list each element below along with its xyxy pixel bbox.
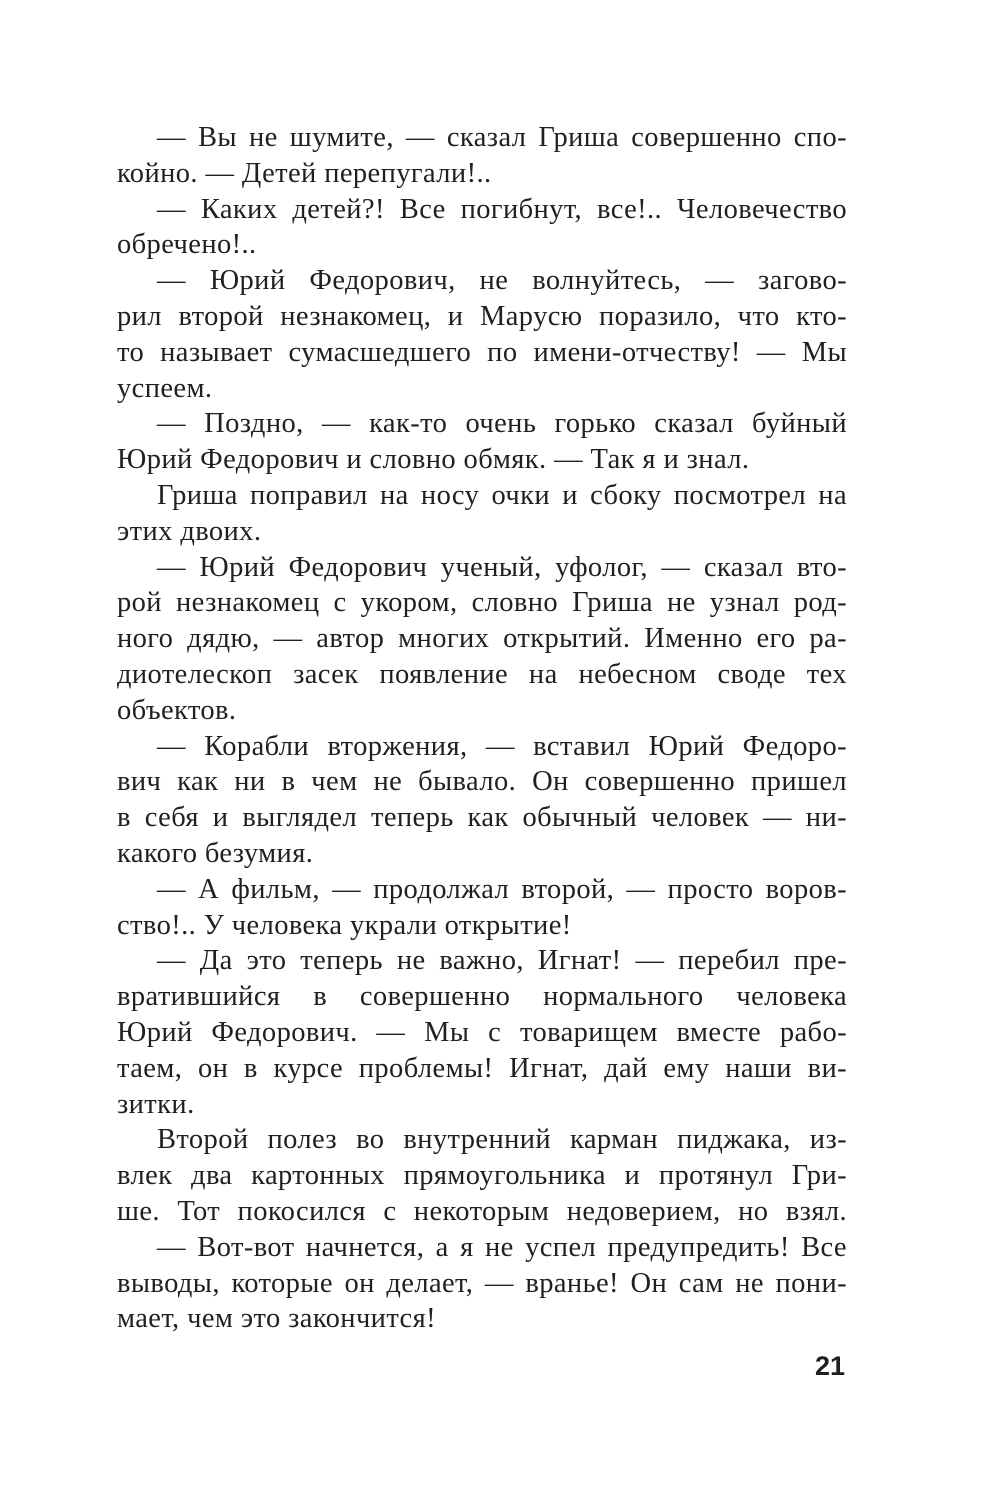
text-line: — Юрий Федорович, не волнуйтесь, — загово- — [157, 265, 847, 297]
text-line: успеем. — [117, 372, 213, 404]
text-line: рой незнакомец с укором, словно Гриша не узнал род- — [117, 587, 847, 619]
text-line: этих двоих. — [117, 515, 262, 547]
text-line: таем, он в курсе проблемы! Игнат, дай ему наши ви- — [117, 1052, 847, 1084]
text-line: Юрий Федорович и словно обмяк. — Так я и знал. — [117, 444, 750, 476]
text-line: — Юрий Федорович ученый, уфолог, — сказал вто- — [157, 551, 847, 583]
text-line: — А фильм, — продолжал второй, — просто воров- — [157, 873, 847, 905]
text-line: ство!.. У человека украли открытие! — [117, 909, 572, 941]
text-line: ше. Тот покосился с некоторым недоверием, но взял. — [117, 1195, 847, 1227]
text-line: рил второй незнакомец, и Марусю поразило, что кто- — [117, 300, 847, 332]
text-line: ного дядю, — автор многих открытий. Именно его ра- — [117, 623, 847, 655]
text-line: то называет сумасшедшего по имени-отчеству! — Мы — [117, 336, 847, 368]
text-line: обречено!.. — [117, 229, 257, 261]
text-line: какого безумия. — [117, 837, 314, 869]
text-line: вратившийся в совершенно нормального человека — [117, 981, 847, 1013]
text-line: — Поздно, — как-то очень горько сказал буйный — [157, 408, 847, 440]
body-text — [117, 120, 847, 1337]
text-line: — Да это теперь не важно, Игнат! — перебил пре- — [157, 945, 847, 977]
text-line: — Каких детей?! Все погибнут, все!.. Человечество — [157, 193, 847, 225]
text-line: койно. — Детей перепугали!.. — [117, 157, 492, 189]
text-line: мает, чем это закончится! — [117, 1303, 436, 1335]
page-number: 21 — [814, 1351, 845, 1381]
text-line: — Корабли вторжения, — вставил Юрий Федоро- — [157, 730, 847, 762]
text-line: в себя и выглядел теперь как обычный человек — ни- — [117, 802, 847, 834]
text-line: зитки. — [117, 1088, 195, 1120]
text-line: диотелескоп засек появление на небесном своде тех — [117, 658, 847, 690]
text-line: — Вот-вот начнется, а я не успел предупредить! Все — [157, 1231, 847, 1263]
text-line: вич как ни в чем не бывало. Он совершенно пришел — [117, 766, 847, 798]
text-line: Юрий Федорович. — Мы с товарищем вместе рабо- — [117, 1016, 847, 1048]
text-line: влек два картонных прямоугольника и протянул Гри- — [117, 1160, 847, 1192]
text-line: — Вы не шумите, — сказал Гриша совершенно спо- — [157, 122, 847, 153]
text-line: Второй полез во внутренний карман пиджака, из- — [157, 1124, 847, 1156]
text-line: выводы, которые он делает, — вранье! Он сам не пони- — [117, 1267, 847, 1299]
text-line: объектов. — [117, 694, 237, 726]
text-line: Гриша поправил на носу очки и сбоку посмотрел на — [157, 479, 847, 511]
